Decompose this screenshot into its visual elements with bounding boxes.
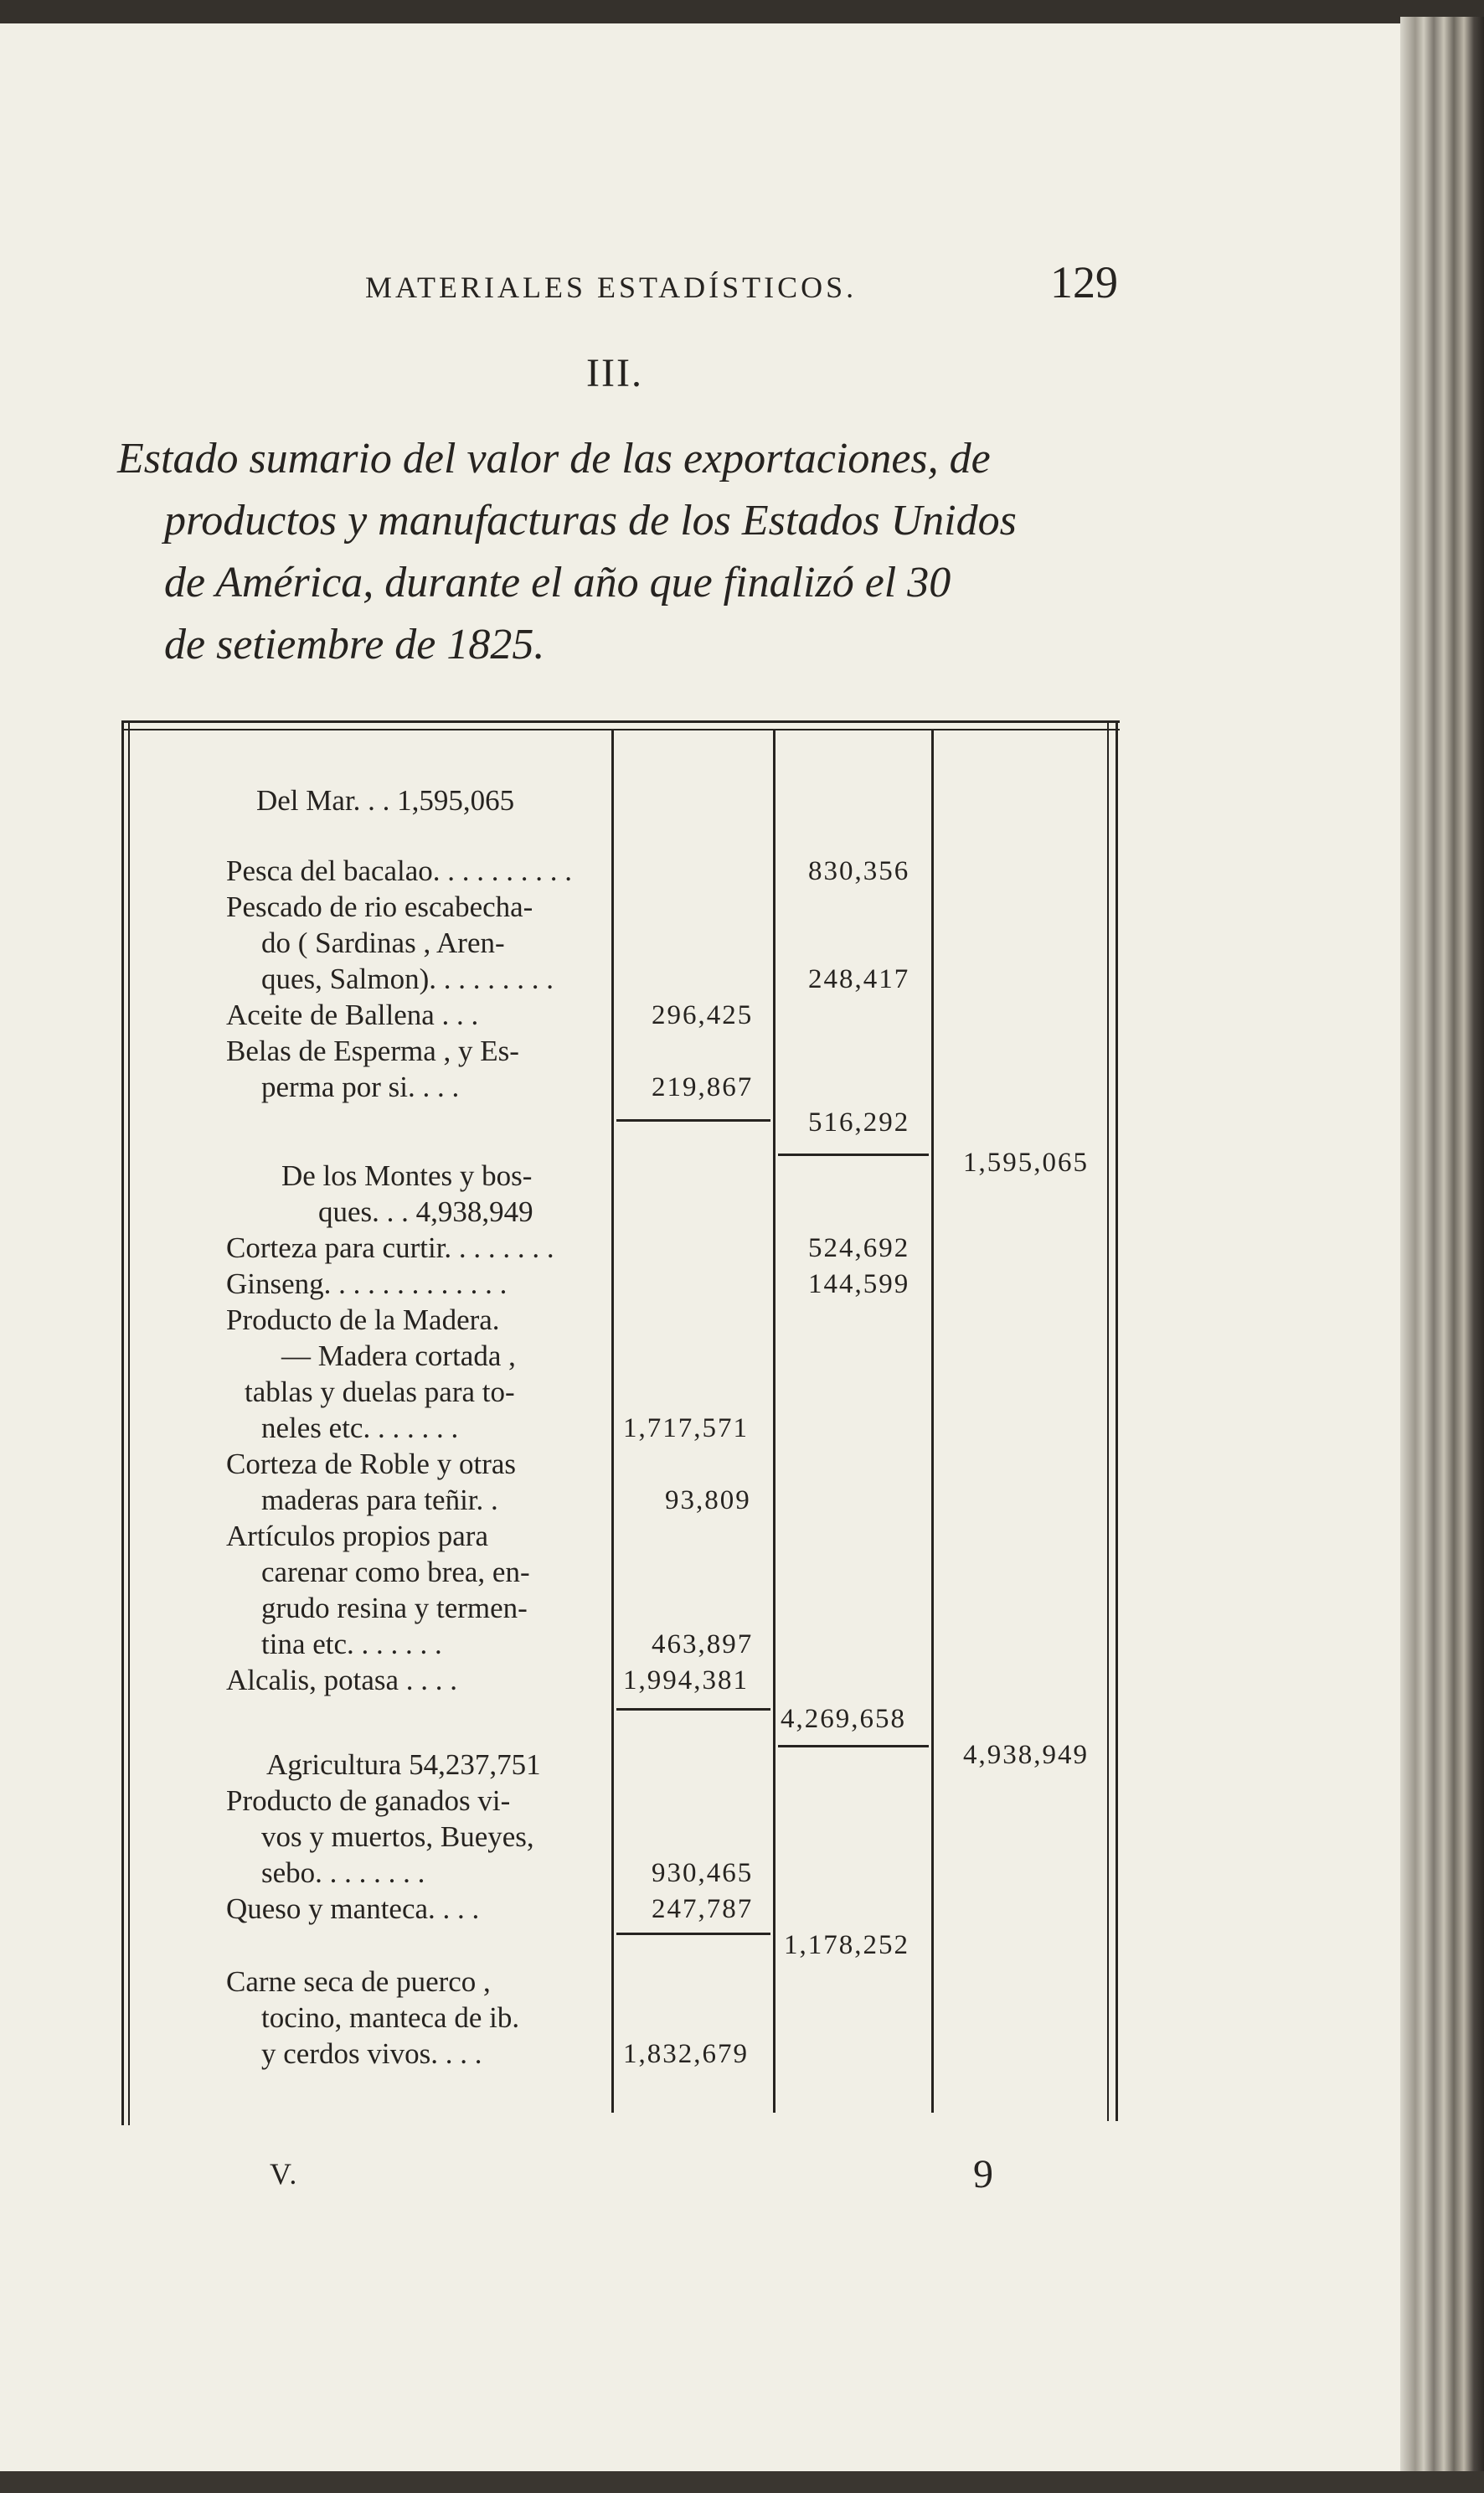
subtotal-rule-del-mar [616, 1119, 770, 1122]
value-ginseng: 144,599 [808, 1269, 910, 1299]
value-corteza-roble: 93,809 [665, 1485, 751, 1515]
row-label-ginseng: Ginseng. . . . . . . . . . . . . [226, 1267, 508, 1300]
value-madera: 1,717,571 [623, 1413, 749, 1443]
subtotal-rule-agricultura [616, 1933, 770, 1935]
row-label-ganados-1: Producto de ganados vi- [226, 1784, 511, 1817]
subtotal-rule-montes [616, 1708, 770, 1711]
column-divider-3 [931, 730, 934, 2113]
table-right-border [1116, 722, 1118, 2121]
value-belas-esperma: 219,867 [652, 1072, 754, 1102]
row-label-aceite-ballena: Aceite de Ballena . . . [226, 999, 479, 1031]
row-label-madera-1: Producto de la Madera. [226, 1303, 500, 1336]
row-label-pescado-rio-3: ques, Salmon). . . . . . . . . [261, 963, 554, 995]
value-queso-manteca: 247,787 [652, 1894, 754, 1924]
row-label-queso-manteca: Queso y manteca. . . . [226, 1892, 480, 1925]
table-title-line-1: Estado sumario del valor de las exportaciones, de [117, 435, 991, 483]
total-montes: 4,938,949 [963, 1740, 1089, 1770]
page-bottom-shadow [0, 2471, 1484, 2493]
value-aceite-ballena: 296,425 [652, 1000, 754, 1030]
value-pescado-rio: 248,417 [808, 964, 910, 994]
row-label-belas-esperma-2: perma por si. . . . [261, 1071, 460, 1103]
row-label-pescado-rio-2: do ( Sardinas , Aren- [261, 926, 505, 959]
row-label-ganados-3: sebo. . . . . . . . [261, 1856, 425, 1889]
total-del-mar: 1,595,065 [963, 1148, 1089, 1178]
section-heading-montes-2: ques. . . 4,938,949 [318, 1195, 533, 1228]
value-alcalis-potasa: 1,994,381 [623, 1665, 749, 1696]
subtotal-del-mar: 516,292 [808, 1107, 910, 1138]
subtotal-montes: 4,269,658 [781, 1704, 906, 1734]
row-label-ganados-2: vos y muertos, Bueyes, [261, 1820, 534, 1853]
table-title-line-2: productos y manufacturas de los Estados Unidos [164, 497, 1017, 545]
table-title-line-4: de setiembre de 1825. [164, 621, 545, 668]
row-label-corteza-roble-2: maderas para teñir. . [261, 1484, 498, 1516]
subtotal-agricultura: 1,178,252 [784, 1930, 909, 1960]
row-label-madera-4: neles etc. . . . . . . [261, 1412, 459, 1444]
table-left-border-inner [128, 722, 130, 2125]
value-ganados: 930,465 [652, 1858, 754, 1888]
section-heading-agricultura: Agricultura 54,237,751 [266, 1748, 541, 1781]
row-label-articulos-carenar-1: Artículos propios para [226, 1520, 488, 1552]
value-pesca-bacalao: 830,356 [808, 856, 910, 886]
row-label-carne-puerco-3: y cerdos vivos. . . . [261, 2037, 482, 2070]
table-top-rule [121, 720, 1120, 723]
row-label-carne-puerco-1: Carne seca de puerco , [226, 1965, 491, 1998]
row-label-belas-esperma-1: Belas de Esperma , y Es- [226, 1035, 519, 1067]
book-spine-edge [1400, 17, 1484, 2475]
row-label-pescado-rio-1: Pescado de rio escabecha- [226, 890, 533, 923]
table-right-border-inner [1107, 722, 1109, 2121]
page-number: 129 [1050, 257, 1118, 307]
column-divider-2 [773, 730, 775, 2113]
row-label-alcalis-potasa: Alcalis, potasa . . . . [226, 1664, 458, 1696]
total-rule-montes [778, 1745, 929, 1747]
table-left-border [121, 722, 124, 2125]
section-heading-del-mar: Del Mar. . . 1,595,065 [256, 784, 515, 817]
value-corteza-curtir: 524,692 [808, 1233, 910, 1263]
table-title-line-3: de América, durante el año que finalizó el 30 [164, 559, 951, 606]
row-label-corteza-curtir: Corteza para curtir. . . . . . . . [226, 1231, 554, 1264]
row-label-corteza-roble-1: Corteza de Roble y otras [226, 1448, 517, 1480]
row-label-articulos-carenar-4: tina etc. . . . . . . [261, 1628, 442, 1660]
column-divider-1 [611, 730, 614, 2113]
row-label-articulos-carenar-2: carenar como brea, en- [261, 1556, 530, 1588]
section-heading-montes-1: De los Montes y bos- [281, 1159, 533, 1192]
section-number: III. [586, 351, 643, 395]
row-label-madera-3: tablas y duelas para to- [245, 1376, 515, 1408]
row-label-madera-2: — Madera cortada , [281, 1339, 516, 1372]
value-carne-puerco: 1,832,679 [623, 2039, 749, 2069]
total-rule-del-mar [778, 1154, 929, 1156]
row-label-pesca-bacalao: Pesca del bacalao. . . . . . . . . . [226, 854, 573, 887]
page-top-shadow [0, 0, 1484, 23]
signature-mark: V. [270, 2157, 299, 2191]
running-title: MATERIALES ESTADÍSTICOS. [365, 271, 858, 304]
table-top-rule-inner [121, 729, 1120, 730]
gathering-number: 9 [973, 2152, 993, 2196]
value-articulos-carenar: 463,897 [652, 1629, 754, 1659]
row-label-articulos-carenar-3: grudo resina y termen- [261, 1592, 528, 1624]
row-label-carne-puerco-2: tocino, manteca de ib. [261, 2001, 520, 2034]
